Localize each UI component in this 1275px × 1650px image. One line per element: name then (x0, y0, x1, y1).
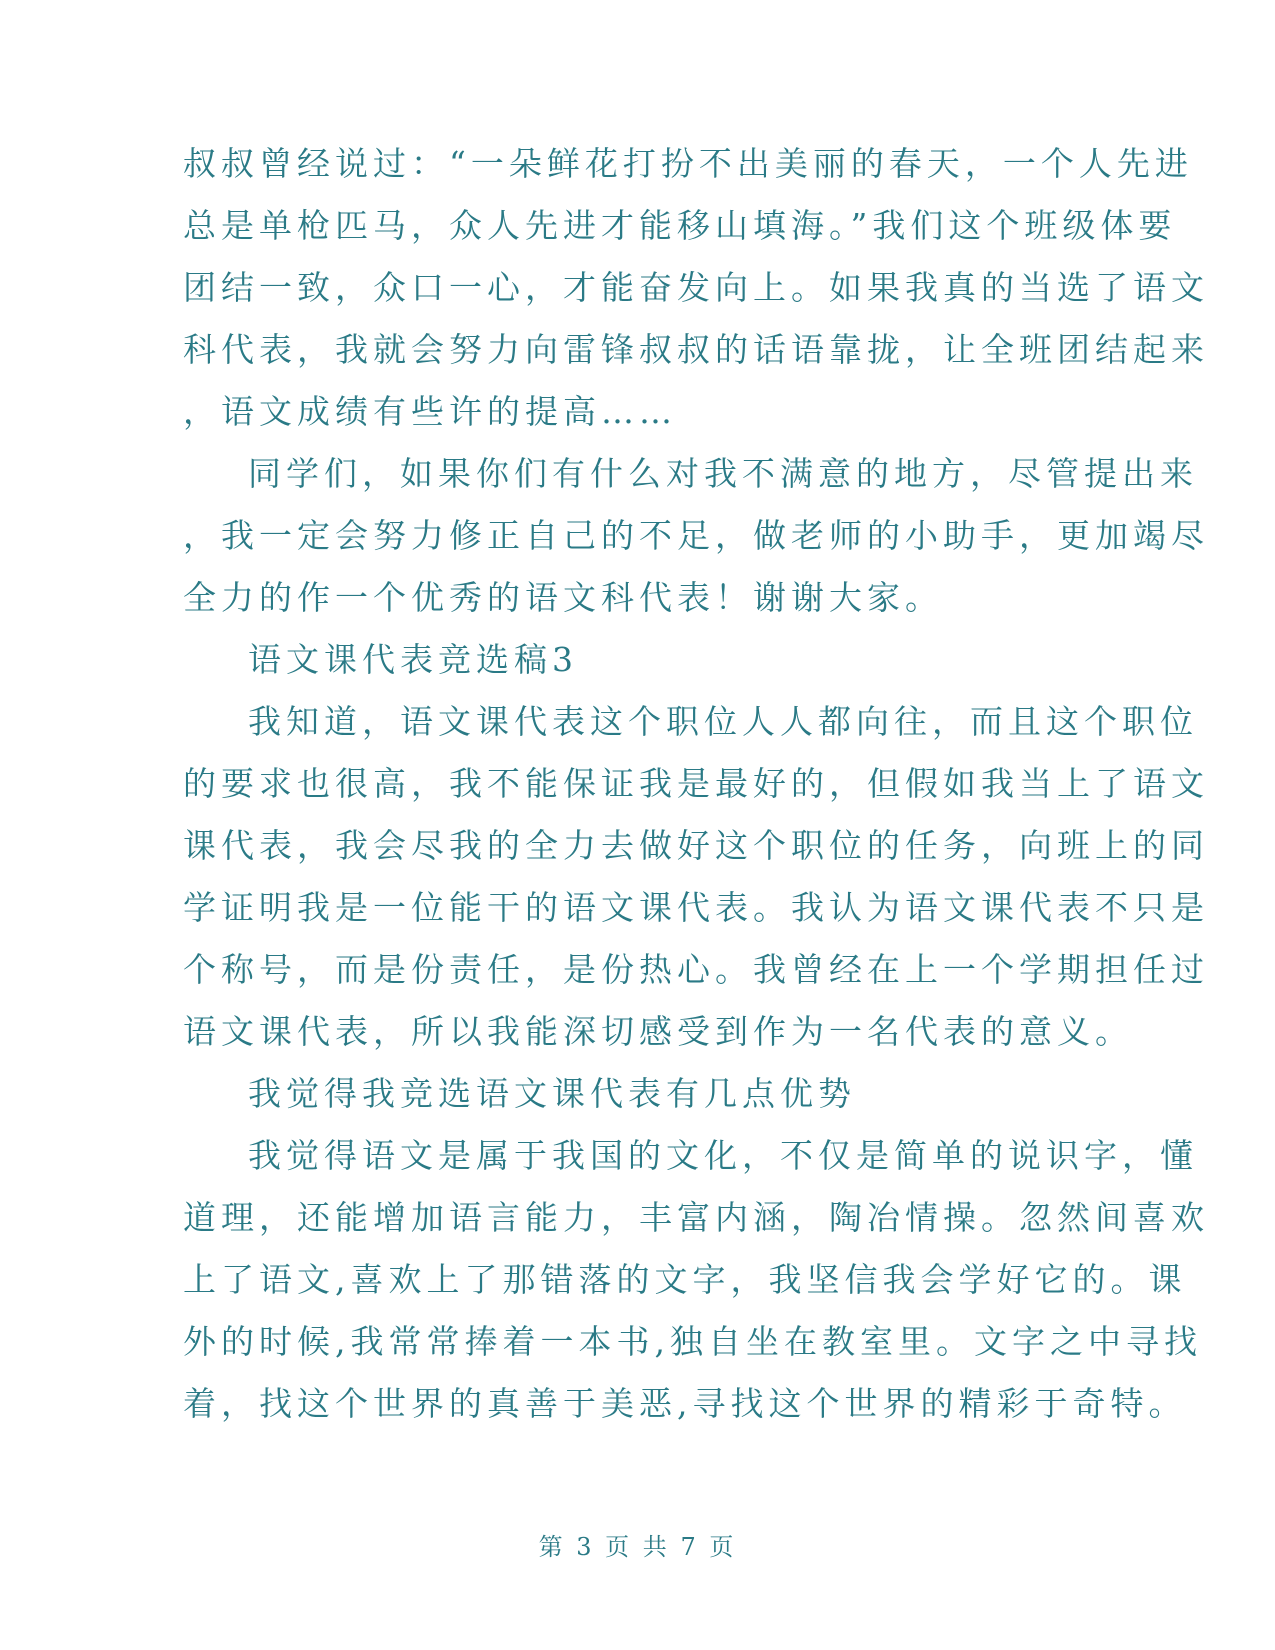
text-line: 语文课代表，所以我能深切感受到作为一名代表的意义。 (183, 1012, 1133, 1051)
text-line: 科代表，我就会努力向雷锋叔叔的话语靠拢，让全班团结起来 (183, 330, 1209, 369)
text-line: 叔叔曾经说过：“一朵鲜花打扮不出美丽的春天，一个人先进 (183, 144, 1193, 183)
text-line: 学证明我是一位能干的语文课代表。我认为语文课代表不只是 (183, 888, 1209, 927)
text-line: 个称号，而是份责任，是份热心。我曾经在上一个学期担任过 (183, 950, 1209, 989)
text-line: ，我一定会努力修正自己的不足，做老师的小助手，更加竭尽 (183, 516, 1209, 555)
text-line: 全力的作一个优秀的语文科代表！谢谢大家。 (183, 578, 943, 617)
text-line: ，语文成绩有些许的提高…… (183, 392, 677, 431)
paragraph-first-line: 同学们，如果你们有什么对我不满意的地方，尽管提出来 (248, 454, 1198, 493)
text-line: 着，找这个世界的真善于美恶,寻找这个世界的精彩于奇特。 (183, 1384, 1187, 1423)
paragraph-first-line: 我觉得语文是属于我国的文化，不仅是简单的说识字，懂 (248, 1136, 1198, 1175)
text-line: 上了语文,喜欢上了那错落的文字，我坚信我会学好它的。课 (183, 1260, 1187, 1299)
text-line: 团结一致，众口一心，才能奋发向上。如果我真的当选了语文 (183, 268, 1209, 307)
paragraph-first-line: 我知道，语文课代表这个职位人人都向往，而且这个职位 (248, 702, 1198, 741)
text-line: 道理，还能增加语言能力，丰富内涵，陶冶情操。忽然间喜欢 (183, 1198, 1209, 1237)
text-line: 外的时候,我常常捧着一本书,独自坐在教室里。文字之中寻找 (183, 1322, 1202, 1361)
page-number-footer: 第 3 页 共 7 页 (538, 1533, 737, 1561)
text-line: 课代表，我会尽我的全力去做好这个职位的任务，向班上的同 (183, 826, 1209, 865)
text-line: 的要求也很高，我不能保证我是最好的，但假如我当上了语文 (183, 764, 1209, 803)
section-heading: 语文课代表竞选稿3 (248, 640, 578, 679)
text-line: 总是单枪匹马，众人先进才能移山填海。”我们这个班级体要 (183, 206, 1177, 245)
subheading-line: 我觉得我竞选语文课代表有几点优势 (248, 1074, 856, 1113)
